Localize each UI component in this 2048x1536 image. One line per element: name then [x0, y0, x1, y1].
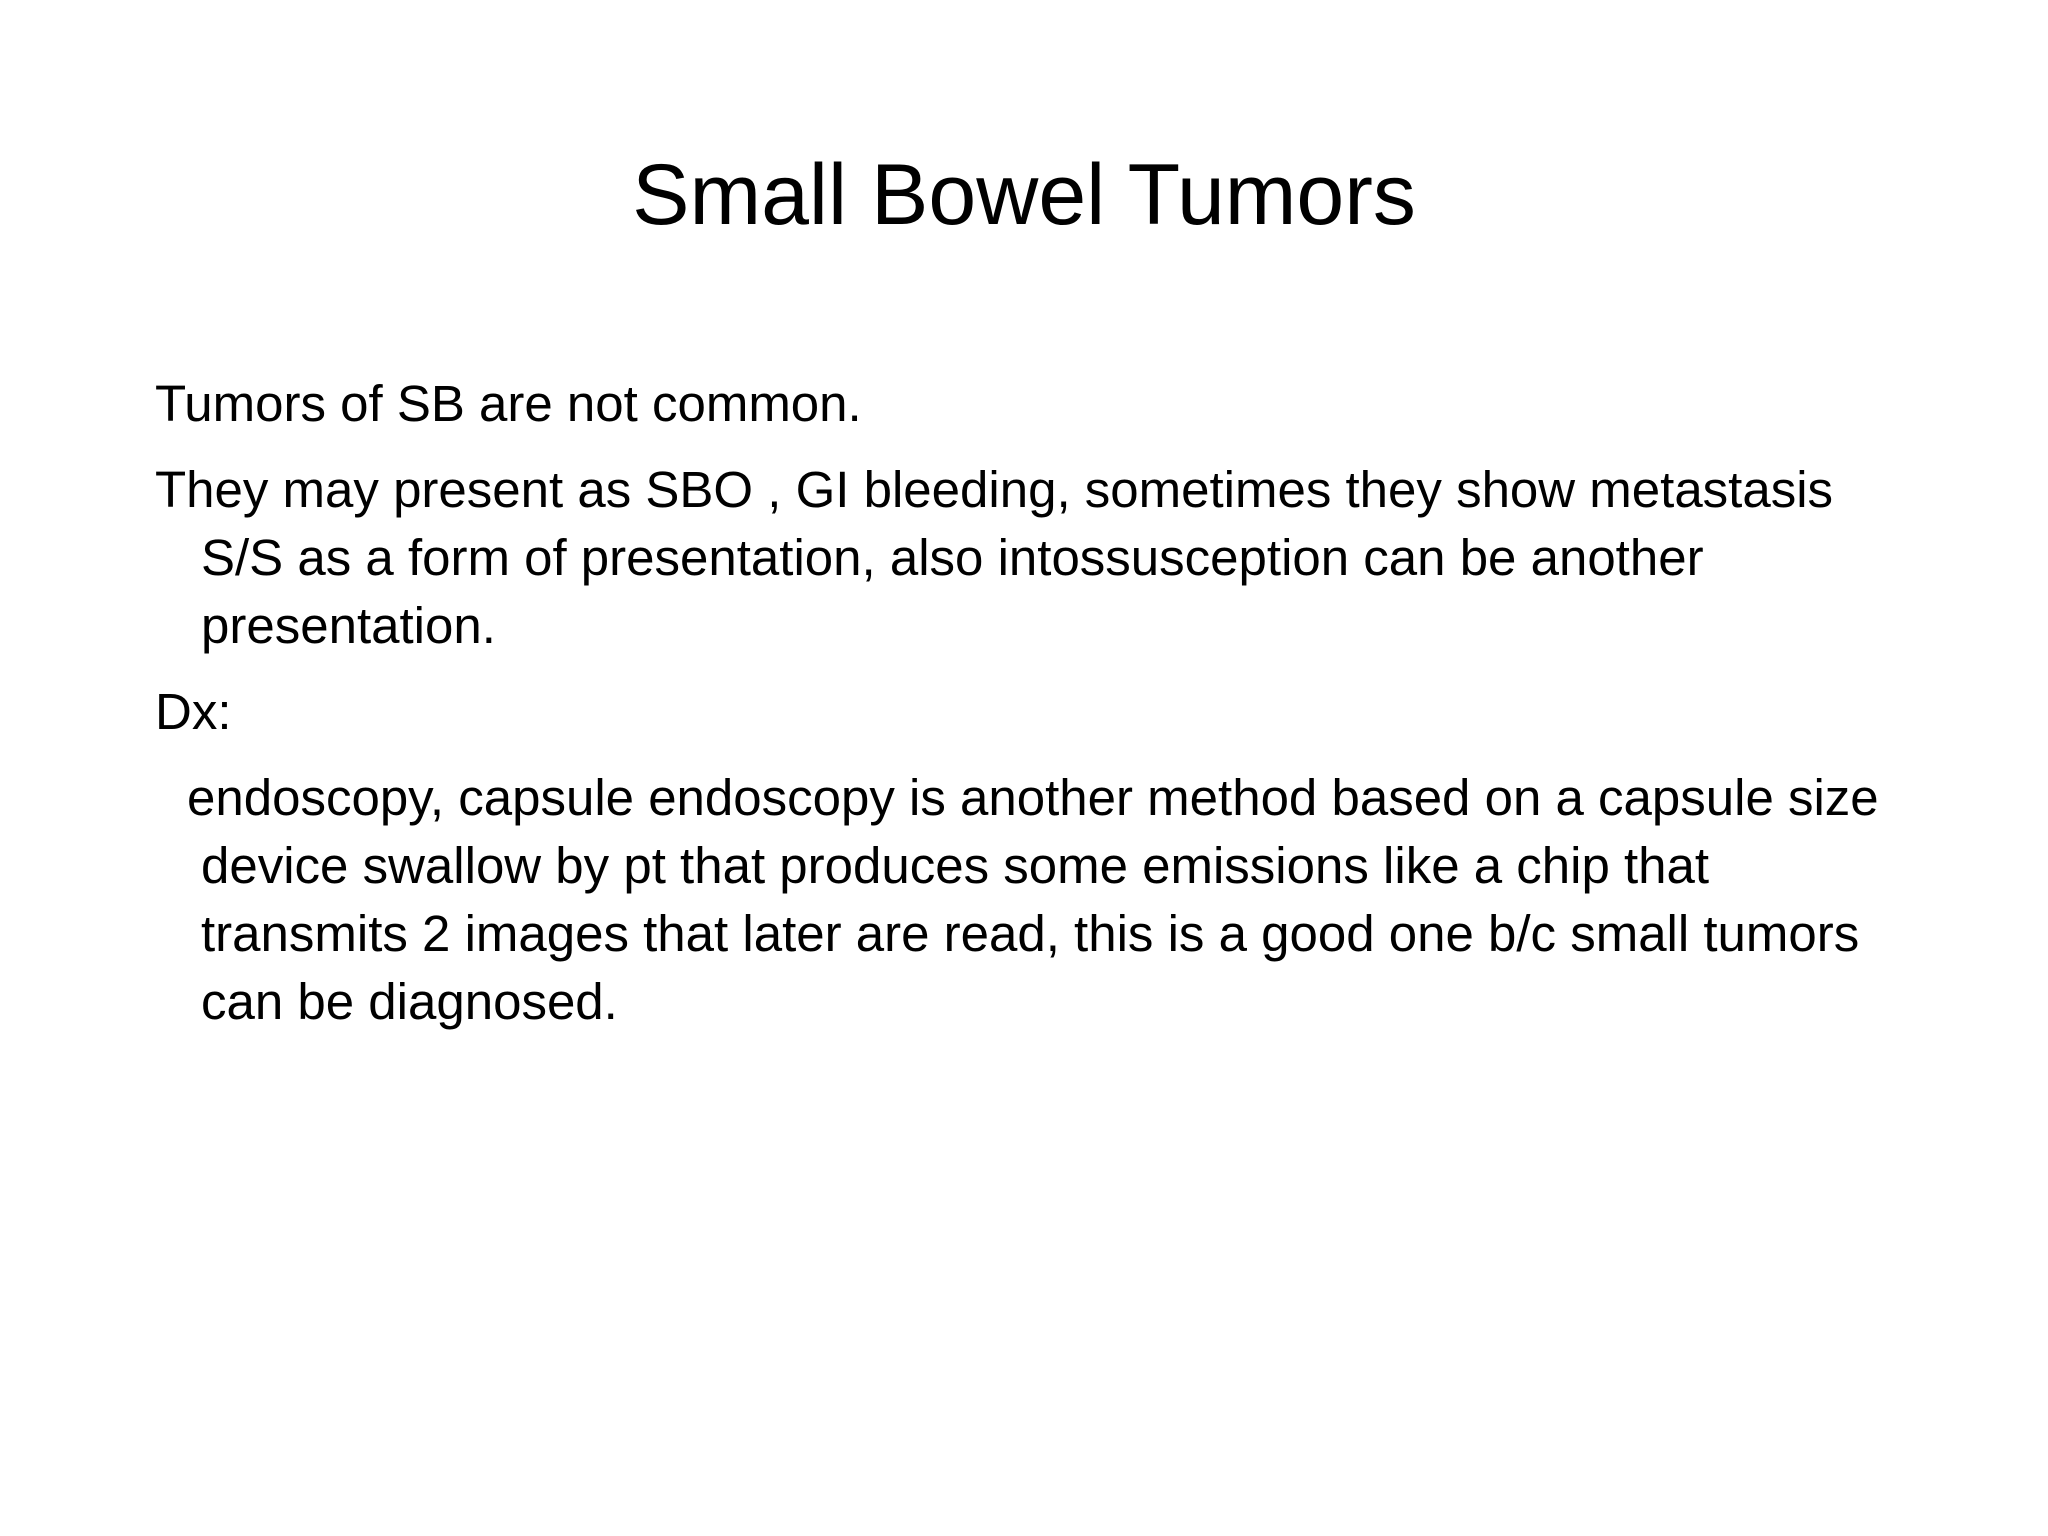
paragraph-presentation: They may present as SBO , GI bleeding, sometimes they show metastasis S/S as a form of presentation, also intossusception can be another presentation.: [155, 461, 1834, 654]
paragraph-endoscopy: endoscopy, capsule endoscopy is another method based on a capsule size device swallow by pt that produces some emissions like a chip that transmits 2 images that later are read, this is a good one b/c small tumors can be diagnosed.: [187, 769, 1879, 1030]
slide-title: Small Bowel Tumors: [632, 147, 1416, 243]
slide-body: [155, 370, 1915, 1054]
paragraph-dx-heading: Dx:: [155, 683, 232, 740]
paragraph-incidence: Tumors of SB are not common.: [155, 375, 862, 432]
